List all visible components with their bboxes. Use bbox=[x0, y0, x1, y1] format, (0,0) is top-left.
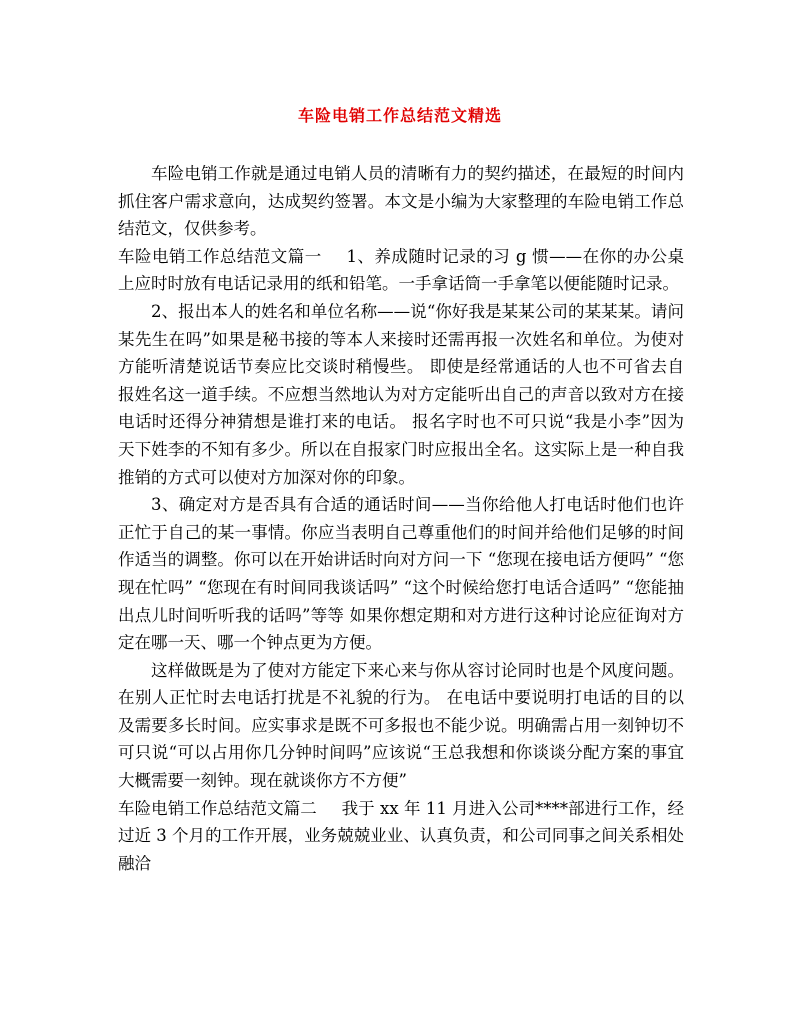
section1-point1: 1、养成随时记录的习 g 惯——在你的办公桌上应时时放有电话记录用的纸和铅笔。一手拿话筒一手拿笔以便能随时记录。 bbox=[118, 246, 684, 294]
intro-paragraph: 车险电销工作就是通过电销人员的清晰有力的契约描述，在最短的时间内抓住客户需求意向，达成契约签署。本文是小编为大家整理的车险电销工作总结范文，仅供参考。 bbox=[118, 164, 684, 239]
section1-closing: 这样做既是为了使对方能定下来心来与你从容讨论同时也是个风度问题。在别人正忙时去电话打扰是不礼貌的行为。 在电话中要说明打电话的目的以及需要多长时间。应实事求是既不可多报也不能少说。明确需占用一刻钟切不可只说“可以占用你几分钟时间吗”应该说“王总我想和你谈谈分配方案的事宜大概需要一刻钟。现在就谈你方不方便” bbox=[118, 660, 684, 791]
section1-point3: 3、确定对方是否具有合适的通话时间——当你给他人打电话时他们也许正忙于自己的某一事情。你应当表明自己尊重他们的时间并给他们足够的时间作适当的调整。你可以在开始讲话时向对方问一下 “您现在接电话方便吗” “您现在忙吗” “您现在有时间同我谈话吗” “这个时候给您打电话合适吗” “您能抽出点儿时间听听我的话吗”等等 如果你想定期和对方进行这种讨论应征询对方定在哪一天、哪一个钟点更为方便。 bbox=[118, 495, 684, 653]
document-body bbox=[118, 160, 684, 877]
section2-first-paragraph bbox=[118, 795, 684, 878]
document-title: 车险电销工作总结范文精选 bbox=[297, 106, 502, 125]
section2-text: 我于 xx 年 11 月进入公司****部进行工作，经过近 3 个月的工作开展，业务兢兢业业、认真负责，和公司同事之间关系相处融洽 bbox=[118, 798, 685, 873]
section1-first-paragraph bbox=[118, 243, 684, 298]
section1-point2: 2、报出本人的姓名和单位名称——说“你好我是某某公司的某某某。请问某先生在吗”如果是秘书接的等本人来接时还需再报一次姓名和单位。为使对方能听清楚说话节奏应比交谈时稍慢些。 即使是经常通话的人也不可省去自报姓名这一道手续。不应想当然地认为对方定能听出自己的声音以致对方在接电话时还得分神猜想是谁打来的电话。 报名字时也不可只说“我是小李”因为天下姓李的不知有多少。所以在自报家门时应报出全名。这实际上是一种自我推销的方式可以使对方加深对你的印象。 bbox=[118, 301, 684, 487]
section2-heading: 车险电销工作总结范文篇二 bbox=[118, 798, 317, 818]
section1-heading: 车险电销工作总结范文篇一 bbox=[118, 246, 322, 266]
